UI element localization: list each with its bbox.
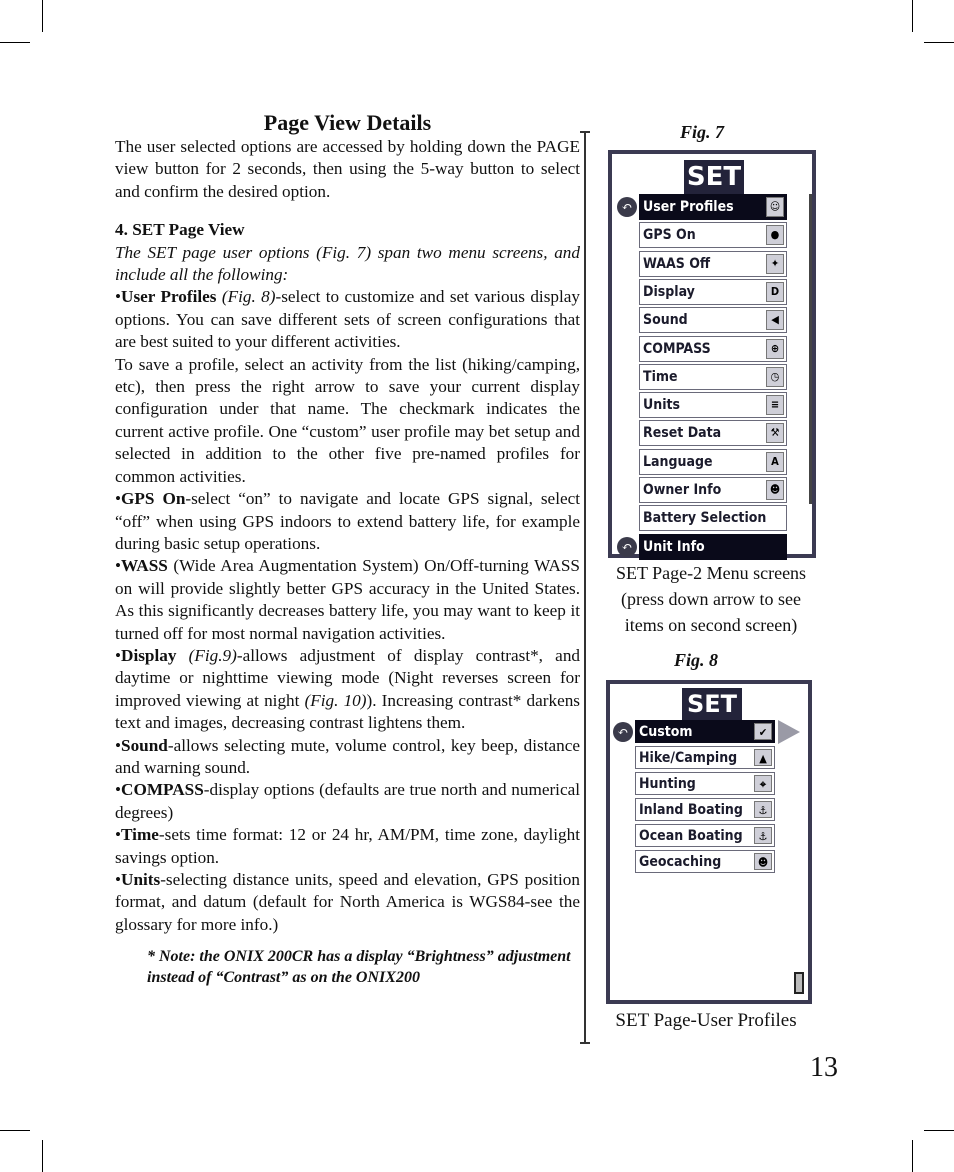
term: GPS On <box>121 489 186 509</box>
menu-item-icon: ✔ <box>754 723 772 740</box>
fig-ref: (Fig. 8) <box>221 287 276 307</box>
profiles-extra-paragraph: To save a profile, select an activity from the list (hiking/camping, etc), then press the right arrow to save your current display configuration under that name. The checkmark indicates the current active profile. One “custom” user profile may bet setup and selected in addition to the other five pre-named profiles for common activities. <box>115 354 580 486</box>
right-arrow-icon <box>778 720 800 744</box>
menu-item[interactable] <box>635 720 775 743</box>
term: Display <box>121 645 177 665</box>
menu-item-label: Inland Boating <box>639 801 743 818</box>
fig8-caption: SET Page-User Profiles <box>615 1010 797 1031</box>
bullet-text: -allows selecting mute, volume control, key beep, distance and warning sound. <box>115 735 580 777</box>
menu-item-icon: ◀ <box>766 310 784 330</box>
menu-item[interactable] <box>635 850 775 873</box>
term: WASS <box>121 556 168 576</box>
menu-item-label: Owner Info <box>643 482 722 498</box>
menu-item[interactable] <box>639 251 787 277</box>
menu-item[interactable] <box>639 364 787 390</box>
menu-item[interactable] <box>639 336 787 362</box>
bullet-units: •Units-selecting distance units, speed and elevation, GPS position format, and datum (default for North America is WGS84-see the glossary for more info.) <box>115 870 580 934</box>
menu-item[interactable] <box>639 534 787 560</box>
menu-item-icon: ≡ <box>766 395 784 415</box>
menu-item[interactable] <box>635 798 775 821</box>
bullet-text: -selecting distance units, speed and elevation, GPS position format, and datum (default for North America is WGS84-see the glossary for more info.) <box>115 870 580 934</box>
scrollbar[interactable] <box>809 194 812 504</box>
caption-line: (press down arrow to see <box>621 589 801 609</box>
crop-mark <box>42 0 43 32</box>
menu-item-label: COMPASS <box>643 340 711 357</box>
menu-item-label: Custom <box>639 723 693 740</box>
menu-item-label: Hike/Camping <box>639 749 738 766</box>
term: User Profiles <box>121 287 217 307</box>
fig7-label: Fig. 7 <box>680 122 725 142</box>
menu-item[interactable] <box>635 824 775 847</box>
section-heading: 4. SET Page View <box>115 220 245 240</box>
menu-item-icon: ⌖ <box>754 775 772 792</box>
caption-line: SET Page-2 Menu screens <box>615 563 807 583</box>
menu-item-label: Battery Selection <box>643 510 767 527</box>
menu-item-label: Hunting <box>639 775 696 792</box>
bullet-compass: •COMPASS-display options (defaults are true north and numerical degrees) <box>115 780 580 822</box>
menu-item-icon: ● <box>766 225 784 245</box>
term: Units <box>121 870 161 889</box>
main-text-column <box>115 110 580 988</box>
fig7-caption <box>604 560 818 638</box>
bullet-text: -allows adjustment of display contrast*, and daytime or nighttime viewing mode (Night reverses screen for improved viewing at night <box>115 645 581 710</box>
back-arrow-icon[interactable]: ↶ <box>617 537 637 557</box>
menu-item[interactable] <box>639 420 787 446</box>
bullet-text: -select to customize and set various display options. You can save different sets of screen configurations that are best suited to your different activities. <box>115 287 580 352</box>
page-title: Page View Details <box>263 110 432 135</box>
set-title: SET <box>682 688 742 720</box>
menu-item-icon: ▲ <box>754 749 772 766</box>
fig-ref: (Fig.9) <box>188 645 237 665</box>
menu-item-icon: ⚓ <box>754 801 772 818</box>
page-number: 13 <box>810 1052 838 1083</box>
term: COMPASS <box>121 780 204 800</box>
menu-item-label: User Profiles <box>643 199 734 215</box>
bullet-text: ). Increasing contrast* darkens text and images, decreasing contrast lightens them. <box>115 690 580 733</box>
bullet-sound: •Sound-allows selecting mute, volume control, key beep, distance and warning sound. <box>115 735 580 777</box>
back-arrow-icon[interactable]: ↶ <box>613 722 633 742</box>
menu-item-label: Display <box>643 283 695 300</box>
term: Time <box>121 825 159 845</box>
menu-item-label: Sound <box>643 312 688 329</box>
set-title: SET <box>684 160 744 194</box>
fig-ref: (Fig. 10) <box>304 690 367 710</box>
bullet-text: -select “on” to navigate and locate GPS signal, select “off” when using GPS indoors to extend battery life, for example during basic setup operations. <box>115 489 580 553</box>
menu-item-icon: A <box>766 452 784 472</box>
menu-item-icon: ⚒ <box>766 423 784 443</box>
menu-item-icon: ◷ <box>766 367 784 387</box>
menu-item-icon: ⚓ <box>754 827 772 844</box>
menu-item-label: GPS On <box>643 227 696 244</box>
menu-item[interactable] <box>635 746 775 769</box>
crop-mark <box>924 1130 954 1131</box>
bullet-gps-on: •GPS On-select “on” to navigate and locate GPS signal, select “off” when using GPS indoors to extend battery life, for example during basic setup operations. <box>115 489 580 553</box>
back-arrow-icon[interactable]: ↶ <box>617 197 637 217</box>
crop-mark <box>42 1140 43 1172</box>
menu-item[interactable] <box>639 194 787 220</box>
menu-item[interactable] <box>639 279 787 305</box>
crop-mark <box>0 1130 30 1131</box>
fig8-label: Fig. 8 <box>674 650 719 670</box>
menu-item[interactable] <box>639 449 787 475</box>
menu-item-label: Language <box>643 453 713 470</box>
menu-item[interactable] <box>639 392 787 418</box>
menu-item-icon: ✦ <box>766 254 784 274</box>
section-intro: The SET page user options (Fig. 7) span two menu screens, and include all the following: <box>115 242 580 285</box>
menu-item[interactable] <box>639 222 787 248</box>
crop-mark <box>0 42 30 43</box>
fig7-device-screen <box>608 150 816 558</box>
footnote: * Note: the ONIX 200CR has a display “Brightness” adjustment instead of “Contrast” as on the ONIX200 <box>147 948 571 987</box>
bullet-display: •Display (Fig.9)-allows adjustment of display contrast*, and daytime or nighttime viewing mode (Night reverses screen for improved viewing at night (Fig. 10)). Increasing contrast* darkens text and images, decreasing contrast lightens them. <box>115 645 581 733</box>
menu-item[interactable] <box>635 772 775 795</box>
menu-item-label: Reset Data <box>643 425 722 442</box>
bullet-text: -sets time format: 12 or 24 hr, AM/PM, time zone, daylight savings option. <box>115 825 580 867</box>
bullet-text: -display options (defaults are true north and numerical degrees) <box>115 780 580 822</box>
crop-mark <box>912 0 913 32</box>
menu-item-label: Geocaching <box>639 853 722 870</box>
menu-item-label: Time <box>643 368 678 385</box>
bullet-user-profiles: •User Profiles (Fig. 8)-select to customize and set various display options. You can save different sets of screen configurations that are best suited to your different activities. <box>115 287 580 352</box>
menu-item-label: Ocean Boating <box>639 827 743 844</box>
menu-item-label: Unit Info <box>643 538 705 555</box>
term: Sound <box>121 735 168 755</box>
bullet-wass: •WASS (Wide Area Augmentation System) On/Off-turning WASS on will provide slightly better GPS accuracy in the United States. As this significantly decreases battery life, you may want to keep it turned off for most normal navigation activities. <box>115 556 580 643</box>
caption-line: items on second screen) <box>624 615 798 635</box>
menu-item-icon: ⊕ <box>766 339 784 359</box>
menu-item-label: WAAS Off <box>643 255 711 272</box>
crop-mark <box>912 1140 913 1172</box>
bullet-text: (Wide Area Augmentation System) On/Off-turning WASS on will provide slightly better GPS accuracy in the United States. As this significantly decreases battery life, you may want to keep it turned off for most normal navigation activities. <box>115 556 580 643</box>
column-divider <box>584 131 586 1044</box>
menu-item-icon: ☺ <box>766 197 784 217</box>
menu-item-icon: D <box>766 282 784 302</box>
bullet-time: •Time-sets time format: 12 or 24 hr, AM/PM, time zone, daylight savings option. <box>115 825 580 867</box>
menu-item-label: Units <box>643 397 681 414</box>
battery-icon <box>794 972 804 994</box>
menu-item[interactable] <box>639 505 787 531</box>
menu-item-icon: ☻ <box>766 480 784 500</box>
menu-item[interactable] <box>639 307 787 333</box>
intro-paragraph: The user selected options are accessed by holding down the PAGE view button for 2 seconds, then using the 5-way button to select and confirm the desired option. <box>115 137 580 201</box>
menu-item-icon: ☻ <box>754 853 772 870</box>
menu-item[interactable] <box>639 477 787 503</box>
crop-mark <box>924 42 954 43</box>
